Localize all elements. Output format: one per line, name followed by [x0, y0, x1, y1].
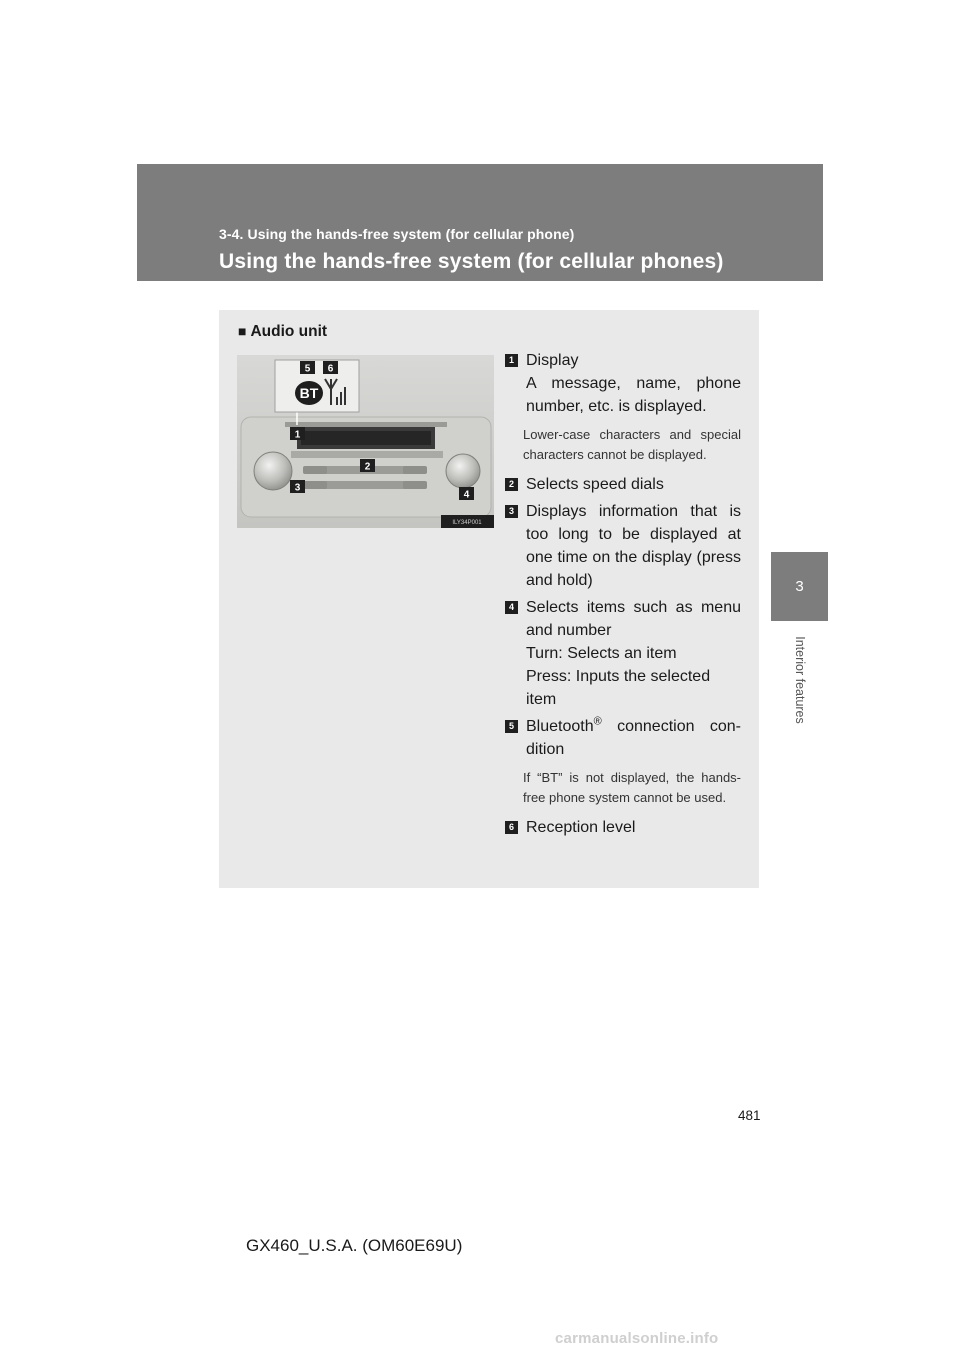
item-title: Selects speed dials: [526, 476, 664, 493]
item-number: 4: [505, 601, 518, 614]
sub-heading-text: Audio unit: [250, 323, 328, 340]
item-title: Reception level: [526, 819, 636, 836]
chapter-label: Interior features: [793, 636, 807, 724]
sub-heading: [238, 323, 327, 341]
bt-indicator-text: BT: [299, 385, 319, 401]
footer-code: GX460_U.S.A. (OM60E69U): [246, 1236, 463, 1255]
callout-list: [505, 349, 741, 843]
chapter-tab: [771, 552, 828, 621]
item-number: 3: [505, 505, 518, 518]
list-item: [505, 500, 741, 592]
item-line: Press: Inputs the selected item: [526, 668, 711, 708]
heading-marker: ■: [238, 323, 247, 339]
audio-unit-illustration: [237, 355, 494, 528]
audio-unit-figure: [237, 355, 494, 528]
item-title: Display: [526, 352, 579, 369]
svg-text:3: 3: [294, 482, 301, 494]
item-title: Displays information that is too long to be displayed at one time on the display (press and hold): [526, 503, 741, 589]
item-description: A message, name, phone number, etc. is displayed.: [526, 375, 741, 415]
item-title-pre: Bluetooth: [526, 718, 594, 735]
list-item: [505, 816, 741, 839]
item-note: If “BT” is not displayed, the hands-free phone system cannot be used.: [523, 770, 741, 805]
item-number: 5: [505, 720, 518, 733]
page-number: 481: [738, 1108, 761, 1123]
svg-text:4: 4: [463, 489, 470, 501]
registered-mark: ®: [593, 715, 602, 728]
chapter-label-container: [790, 628, 810, 738]
item-number: 2: [505, 478, 518, 491]
svg-text:6: 6: [327, 363, 334, 375]
image-code: ILY34P001: [452, 520, 482, 526]
item-title: Selects items such as menu and number: [526, 599, 741, 639]
list-item: [505, 596, 741, 711]
page-title: Using the hands-free system (for cellular phones): [219, 250, 724, 273]
item-note: Lower-case characters and special characters cannot be displayed.: [523, 427, 741, 462]
item-number: 1: [505, 354, 518, 367]
watermark: carmanualsonline.info: [555, 1330, 719, 1347]
list-item: [505, 349, 741, 418]
svg-text:1: 1: [294, 429, 301, 441]
item-title-post: connection con-dition: [526, 718, 741, 758]
item-line: Turn: Selects an item: [526, 645, 677, 662]
list-item: [505, 715, 741, 761]
svg-text:2: 2: [364, 461, 371, 473]
section-label: 3-4. Using the hands-free system (for cellular phone): [219, 226, 575, 242]
svg-text:5: 5: [304, 363, 311, 375]
item-number: 6: [505, 821, 518, 834]
chapter-number: 3: [795, 578, 804, 595]
list-item: [505, 473, 741, 496]
page-header: [137, 164, 823, 281]
content-panel: [219, 310, 759, 888]
item-title: [526, 715, 741, 761]
